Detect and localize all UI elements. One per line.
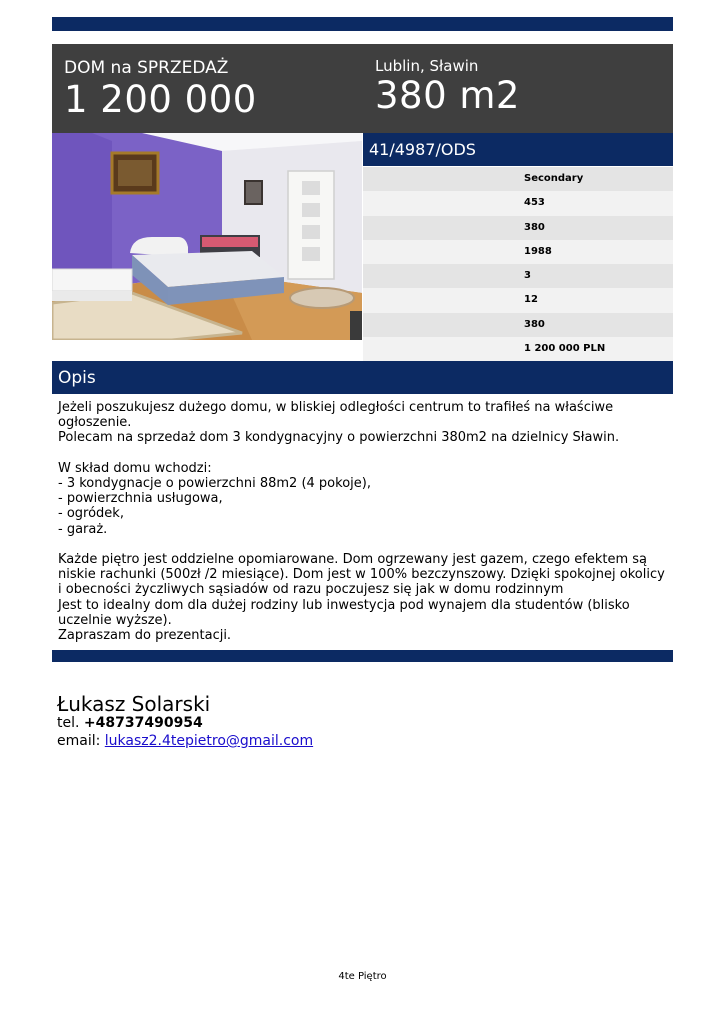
details-value: 380	[524, 318, 545, 330]
listing-type: DOM na SPRZEDAŻ	[64, 58, 229, 78]
listing-area: 380 m2	[375, 74, 520, 117]
description-heading: Opis	[58, 368, 96, 388]
listing-reference-bar	[363, 133, 673, 166]
agent-phone-label: tel.	[57, 715, 80, 731]
footer-brand: 4te Piętro	[338, 971, 387, 982]
agent-email	[57, 733, 313, 749]
details-row	[363, 191, 673, 215]
details-value: Secondary	[524, 173, 584, 184]
listing-price: 1 200 000	[64, 78, 257, 121]
listing-location: Lublin, Sławin	[375, 57, 479, 75]
details-value: 12	[524, 294, 538, 306]
details-row	[363, 313, 673, 337]
property-photo	[52, 133, 362, 340]
agent-name: Łukasz Solarski	[57, 692, 211, 716]
details-value: 380	[524, 221, 545, 233]
description-heading-bar	[52, 361, 673, 394]
details-value: 1 200 000 PLN	[524, 343, 606, 355]
listing-header	[52, 44, 673, 133]
details-row	[363, 337, 673, 361]
section-divider-bar	[52, 650, 673, 662]
details-value: 3	[524, 270, 531, 282]
agent-phone-number: +48737490954	[83, 715, 203, 731]
details-row	[363, 240, 673, 264]
agent-email-link[interactable]: lukasz2.4tepietro@gmail.com	[104, 733, 314, 749]
details-row	[363, 288, 673, 312]
top-accent-bar	[52, 17, 673, 31]
details-value: 453	[524, 197, 545, 209]
details-value: 1988	[524, 245, 552, 257]
agent-email-label: email:	[57, 733, 101, 749]
agent-phone	[57, 715, 203, 731]
description-text: Jeżeli poszukujesz dużego domu, w bliskiej odległości centrum to trafiłeś na właściwe ogłoszenie. Polecam na sprzedaż dom 3 kondygnacyjny o powierzchni 380m2 na dzielnicy Sławin. W skład domu wchodzi: - 3 kondygnacje o powierzchni 88m2 (4 pokoje), - powierzchnia usługowa, - ogródek, - garaż. Każde piętro jest oddzielne opomiarowane. Dom ogrzewany jest gazem, czego efektem są niskie rachunki (500zł /2 miesiące). Dom jest w 100% bezczynszowy. Dzięki spokojnej okolicy i obecności życzliwych sąsiadów od razu poczujesz się jak w domu rodzinnym Jest to idealny dom dla dużej rodziny lub inwestycja pod wynajem dla studentów (blisko uczelnie wyższe). Zapraszam do prezentacji.	[58, 400, 665, 644]
details-table	[363, 167, 673, 361]
details-row	[363, 216, 673, 240]
details-row	[363, 264, 673, 288]
details-row	[363, 167, 673, 191]
listing-reference: 41/4987/ODS	[369, 140, 476, 159]
